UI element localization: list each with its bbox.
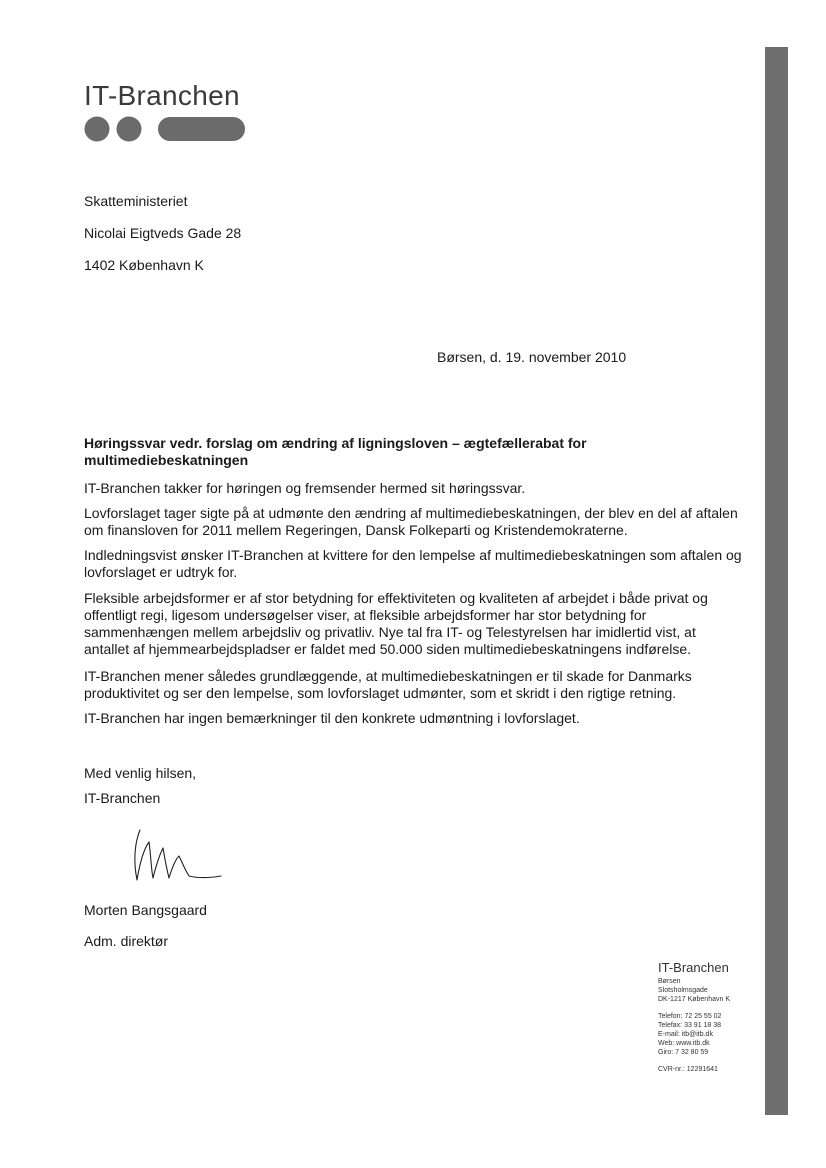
logo-dots-icon [84, 116, 246, 142]
subject-heading: Høringssvar vedr. forslag om ændring af ligningsloven – ægtefællerabat for multimediebeskatningen [84, 435, 587, 468]
closing-greeting: Med venlig hilsen, [84, 765, 197, 781]
footer-contact-line: Telefon: 72 25 55 02 [658, 1013, 722, 1020]
recipient-city: 1402 København K [84, 257, 204, 273]
footer-contact-line: Giro: 7 32 80 59 [658, 1049, 709, 1056]
body-paragraph-4: Fleksible arbejdsformer er af stor betydning for effektiviteten og kvaliteten af arbejdet i både privat og offentligt regi, ligesom undersøgelser viser, at fleksible arbejdsformer har stor betydning for sammenhængen mellem arbejdsliv og privatliv. Nye tal fra IT- og Telestyrelsen har imidlertid vist, at antallet af hjemmearbejdspladser er faldet med 50.000 siden multimediebeskatningens indførelse. [84, 590, 708, 657]
recipient-name: Skatteministeriet [84, 193, 188, 209]
footer-address-line: Børsen [658, 978, 681, 985]
logo-text: IT-Branchen [84, 80, 240, 111]
scan-edge-shadow [765, 47, 788, 1115]
footer-name: IT-Branchen [658, 960, 729, 975]
body-paragraph-6: IT-Branchen har ingen bemærkninger til den konkrete udmøntning i lovforslaget. [84, 710, 580, 726]
signer-title: Adm. direktør [84, 933, 169, 949]
body-paragraph-2: Lovforslaget tager sigte på at udmønte den ændring af multimediebeskatningen, der blev en del af aftalen om finansloven for 2011 mellem Regeringen, Dansk Folkeparti og Kristendemokraterne. [84, 505, 738, 538]
footer-address-line: DK-1217 København K [658, 996, 730, 1003]
body-paragraph-5: IT-Branchen mener således grundlæggende, at multimediebeskatningen er til skade for Danmarks produktivitet og ser den lempelse, som lovforslaget udmønter, som et skridt i den rigtige retning. [84, 668, 692, 701]
date-line: Børsen, d. 19. november 2010 [437, 349, 627, 365]
footer-contact-line: E-mail: itb@itb.dk [658, 1031, 713, 1038]
footer-contact-line: Telefax: 33 91 18 38 [658, 1022, 722, 1029]
body-paragraph-1: IT-Branchen takker for høringen og fremsender hermed sit høringssvar. [84, 480, 526, 496]
closing-organization: IT-Branchen [84, 790, 161, 806]
footer-cvr: CVR-nr.: 12291641 [658, 1066, 718, 1073]
signer-name: Morten Bangsgaard [84, 902, 207, 918]
footer-contact-block [658, 960, 730, 1074]
footer-contact-line: Web: www.itb.dk [658, 1040, 710, 1047]
footer-address-line: Slotsholmsgade [658, 987, 708, 994]
body-paragraph-3: Indledningsvist ønsker IT-Branchen at kvittere for den lempelse af multimediebeskatningen som aftalen og lovforslaget er udtryk for. [84, 547, 742, 580]
recipient-street: Nicolai Eigtveds Gade 28 [84, 225, 242, 241]
handwritten-signature [125, 822, 225, 884]
